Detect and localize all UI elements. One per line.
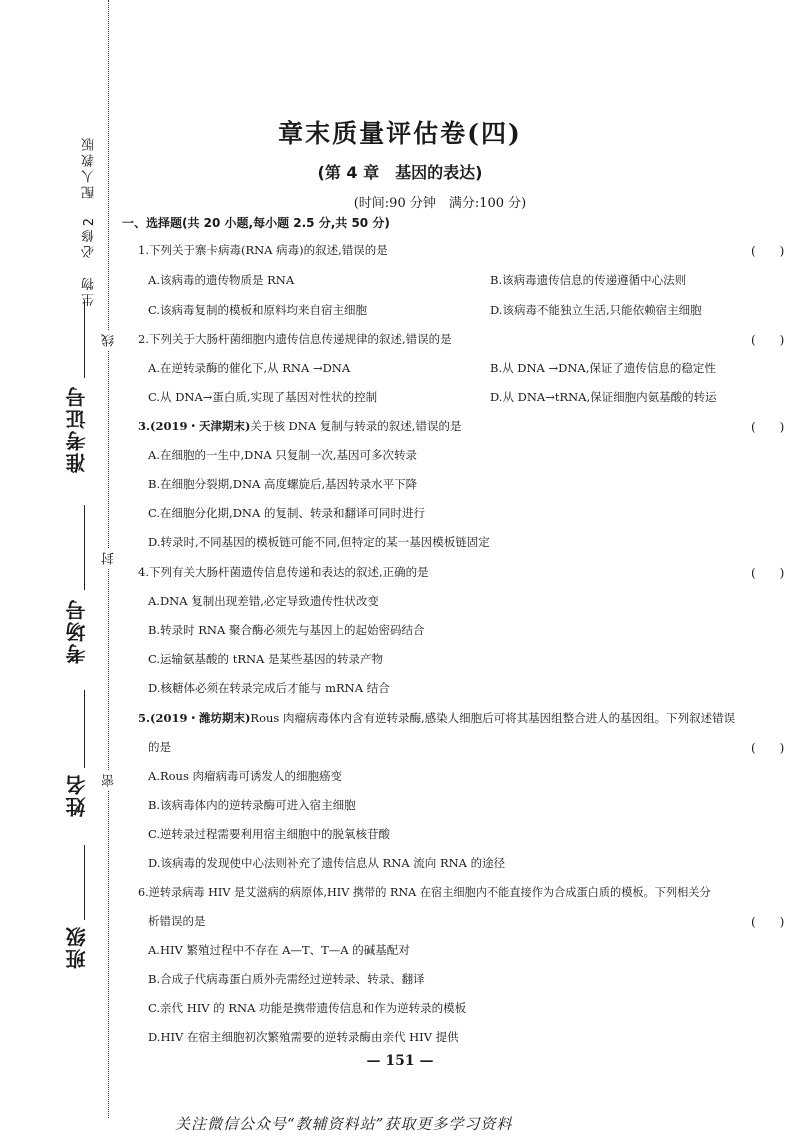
answer-blank-1: ( )	[751, 244, 785, 258]
footer-note: 关注微信公众号“教辅资料站”获取更多学习资料	[175, 1115, 513, 1133]
cut-mark-xian: 线	[100, 330, 119, 351]
question-5-stem	[138, 710, 735, 726]
question-2-stem: 2.下列关于大肠杆菌细胞内遗传信息传递规律的叙述,错误的是	[138, 332, 452, 346]
answer-blank-5: ( )	[751, 741, 785, 755]
ticket-number-line	[84, 300, 85, 378]
question-5-text: Rous 肉瘤病毒体内含有逆转录酶,感染人细胞后可将其基因组整合进人的基因组。下列叙述错误	[250, 711, 736, 725]
q4-option-b: B.转录时 RNA 聚合酶必须先与基因上的起始密码结合	[148, 623, 425, 637]
q3-option-d: D.转录时,不同基因的模板链可能不同,但特定的某一基因模板链固定	[148, 535, 490, 549]
cut-mark-feng: 封	[100, 548, 119, 569]
q6-option-a: A.HIV 繁殖过程中不存在 A—T、T—A 的碱基配对	[148, 943, 410, 957]
page-number: — 151 —	[366, 1053, 434, 1069]
question-1-stem: 1.下列关于寨卡病毒(RNA 病毒)的叙述,错误的是	[138, 243, 388, 257]
q6-option-c: C.亲代 HIV 的 RNA 功能是携带遗传信息和作为逆转录的模板	[148, 1001, 467, 1015]
q5-option-b: B.该病毒体内的逆转录酶可进入宿主细胞	[148, 798, 356, 812]
q3-option-a: A.在细胞的一生中,DNA 只复制一次,基因可多次转录	[148, 448, 418, 462]
answer-blank-3: ( )	[751, 420, 785, 434]
edition-label: 生物 必修2 配人教版	[82, 135, 97, 307]
question-6-stem: 6.逆转录病毒 HIV 是艾滋病的病原体,HIV 携带的 RNA 在宿主细胞内不能直接作为合成蛋白质的模板。下列相关分	[138, 886, 711, 899]
q5-option-d: D.该病毒的发现使中心法则补充了遗传信息从 RNA 流向 RNA 的途径	[148, 856, 506, 870]
q3-option-b: B.在细胞分裂期,DNA 高度螺旋后,基因转录水平下降	[148, 477, 418, 491]
class-line	[84, 845, 85, 920]
question-3-stem	[138, 418, 461, 434]
answer-blank-4: ( )	[751, 566, 785, 580]
q1-option-d: D.该病毒不能独立生活,只能依赖宿主细胞	[490, 303, 702, 317]
page-subtitle: (第 4 章 基因的表达)	[317, 163, 483, 182]
q2-option-a: A.在逆转录酶的催化下,从 RNA →DNA	[148, 361, 351, 375]
time-info: (时间:90 分钟 满分:100 分)	[353, 196, 527, 211]
question-3-source: 3.(2019・天津期末)	[138, 419, 251, 433]
name-label: 姓名	[65, 773, 89, 817]
page-title: 章末质量评估卷(四)	[278, 119, 522, 148]
q3-option-c: C.在细胞分化期,DNA 的复制、转录和翻译可同时进行	[148, 506, 425, 520]
q4-option-c: C.运输氨基酸的 tRNA 是某些基因的转录产物	[148, 652, 384, 666]
answer-blank-2: ( )	[751, 333, 785, 347]
cut-mark-mi: 密	[100, 770, 119, 791]
q4-option-a: A.DNA 复制出现差错,必定导致遗传性状改变	[148, 594, 379, 608]
q2-option-d: D.从 DNA→tRNA,保证细胞内氨基酸的转运	[490, 390, 717, 404]
q2-option-b: B.从 DNA →DNA,保证了遗传信息的稳定性	[490, 361, 716, 375]
ticket-number-label: 准考证号	[65, 385, 89, 473]
question-5-source: 5.(2019・潍坊期末)	[138, 711, 251, 725]
q5-option-c: C.逆转录过程需要利用宿主细胞中的脱氧核苷酸	[148, 827, 391, 841]
question-3-text: 关于核 DNA 复制与转录的叙述,错误的是	[250, 419, 462, 433]
q1-option-a: A.该病毒的遗传物质是 RNA	[148, 273, 295, 287]
q6-option-d: D.HIV 在宿主细胞初次繁殖需要的逆转录酶由亲代 HIV 提供	[148, 1030, 459, 1044]
question-4-stem: 4.下列有关大肠杆菌遗传信息传递和表达的叙述,正确的是	[138, 565, 429, 579]
question-6-stem-cont: 析错误的是	[148, 914, 206, 928]
section-heading: 一、选择题(共 20 小题,每小题 2.5 分,共 50 分)	[122, 216, 390, 230]
q6-option-b: B.合成子代病毒蛋白质外壳需经过逆转录、转录、翻译	[148, 972, 425, 986]
class-label: 班级	[65, 925, 89, 969]
q5-option-a: A.Rous 肉瘤病毒可诱发人的细胞癌变	[148, 769, 343, 783]
question-5-stem-cont: 的是	[148, 740, 171, 754]
exam-room-label: 考场号	[65, 598, 89, 664]
exam-room-line	[84, 505, 85, 590]
q1-option-c: C.该病毒复制的模板和原料均来自宿主细胞	[148, 303, 368, 317]
name-line	[84, 690, 85, 768]
q1-option-b: B.该病毒遗传信息的传递遵循中心法则	[490, 273, 687, 287]
q4-option-d: D.核糖体必须在转录完成后才能与 mRNA 结合	[148, 681, 390, 695]
answer-blank-6: ( )	[751, 915, 785, 929]
q2-option-c: C.从 DNA→蛋白质,实现了基因对性状的控制	[148, 390, 378, 404]
